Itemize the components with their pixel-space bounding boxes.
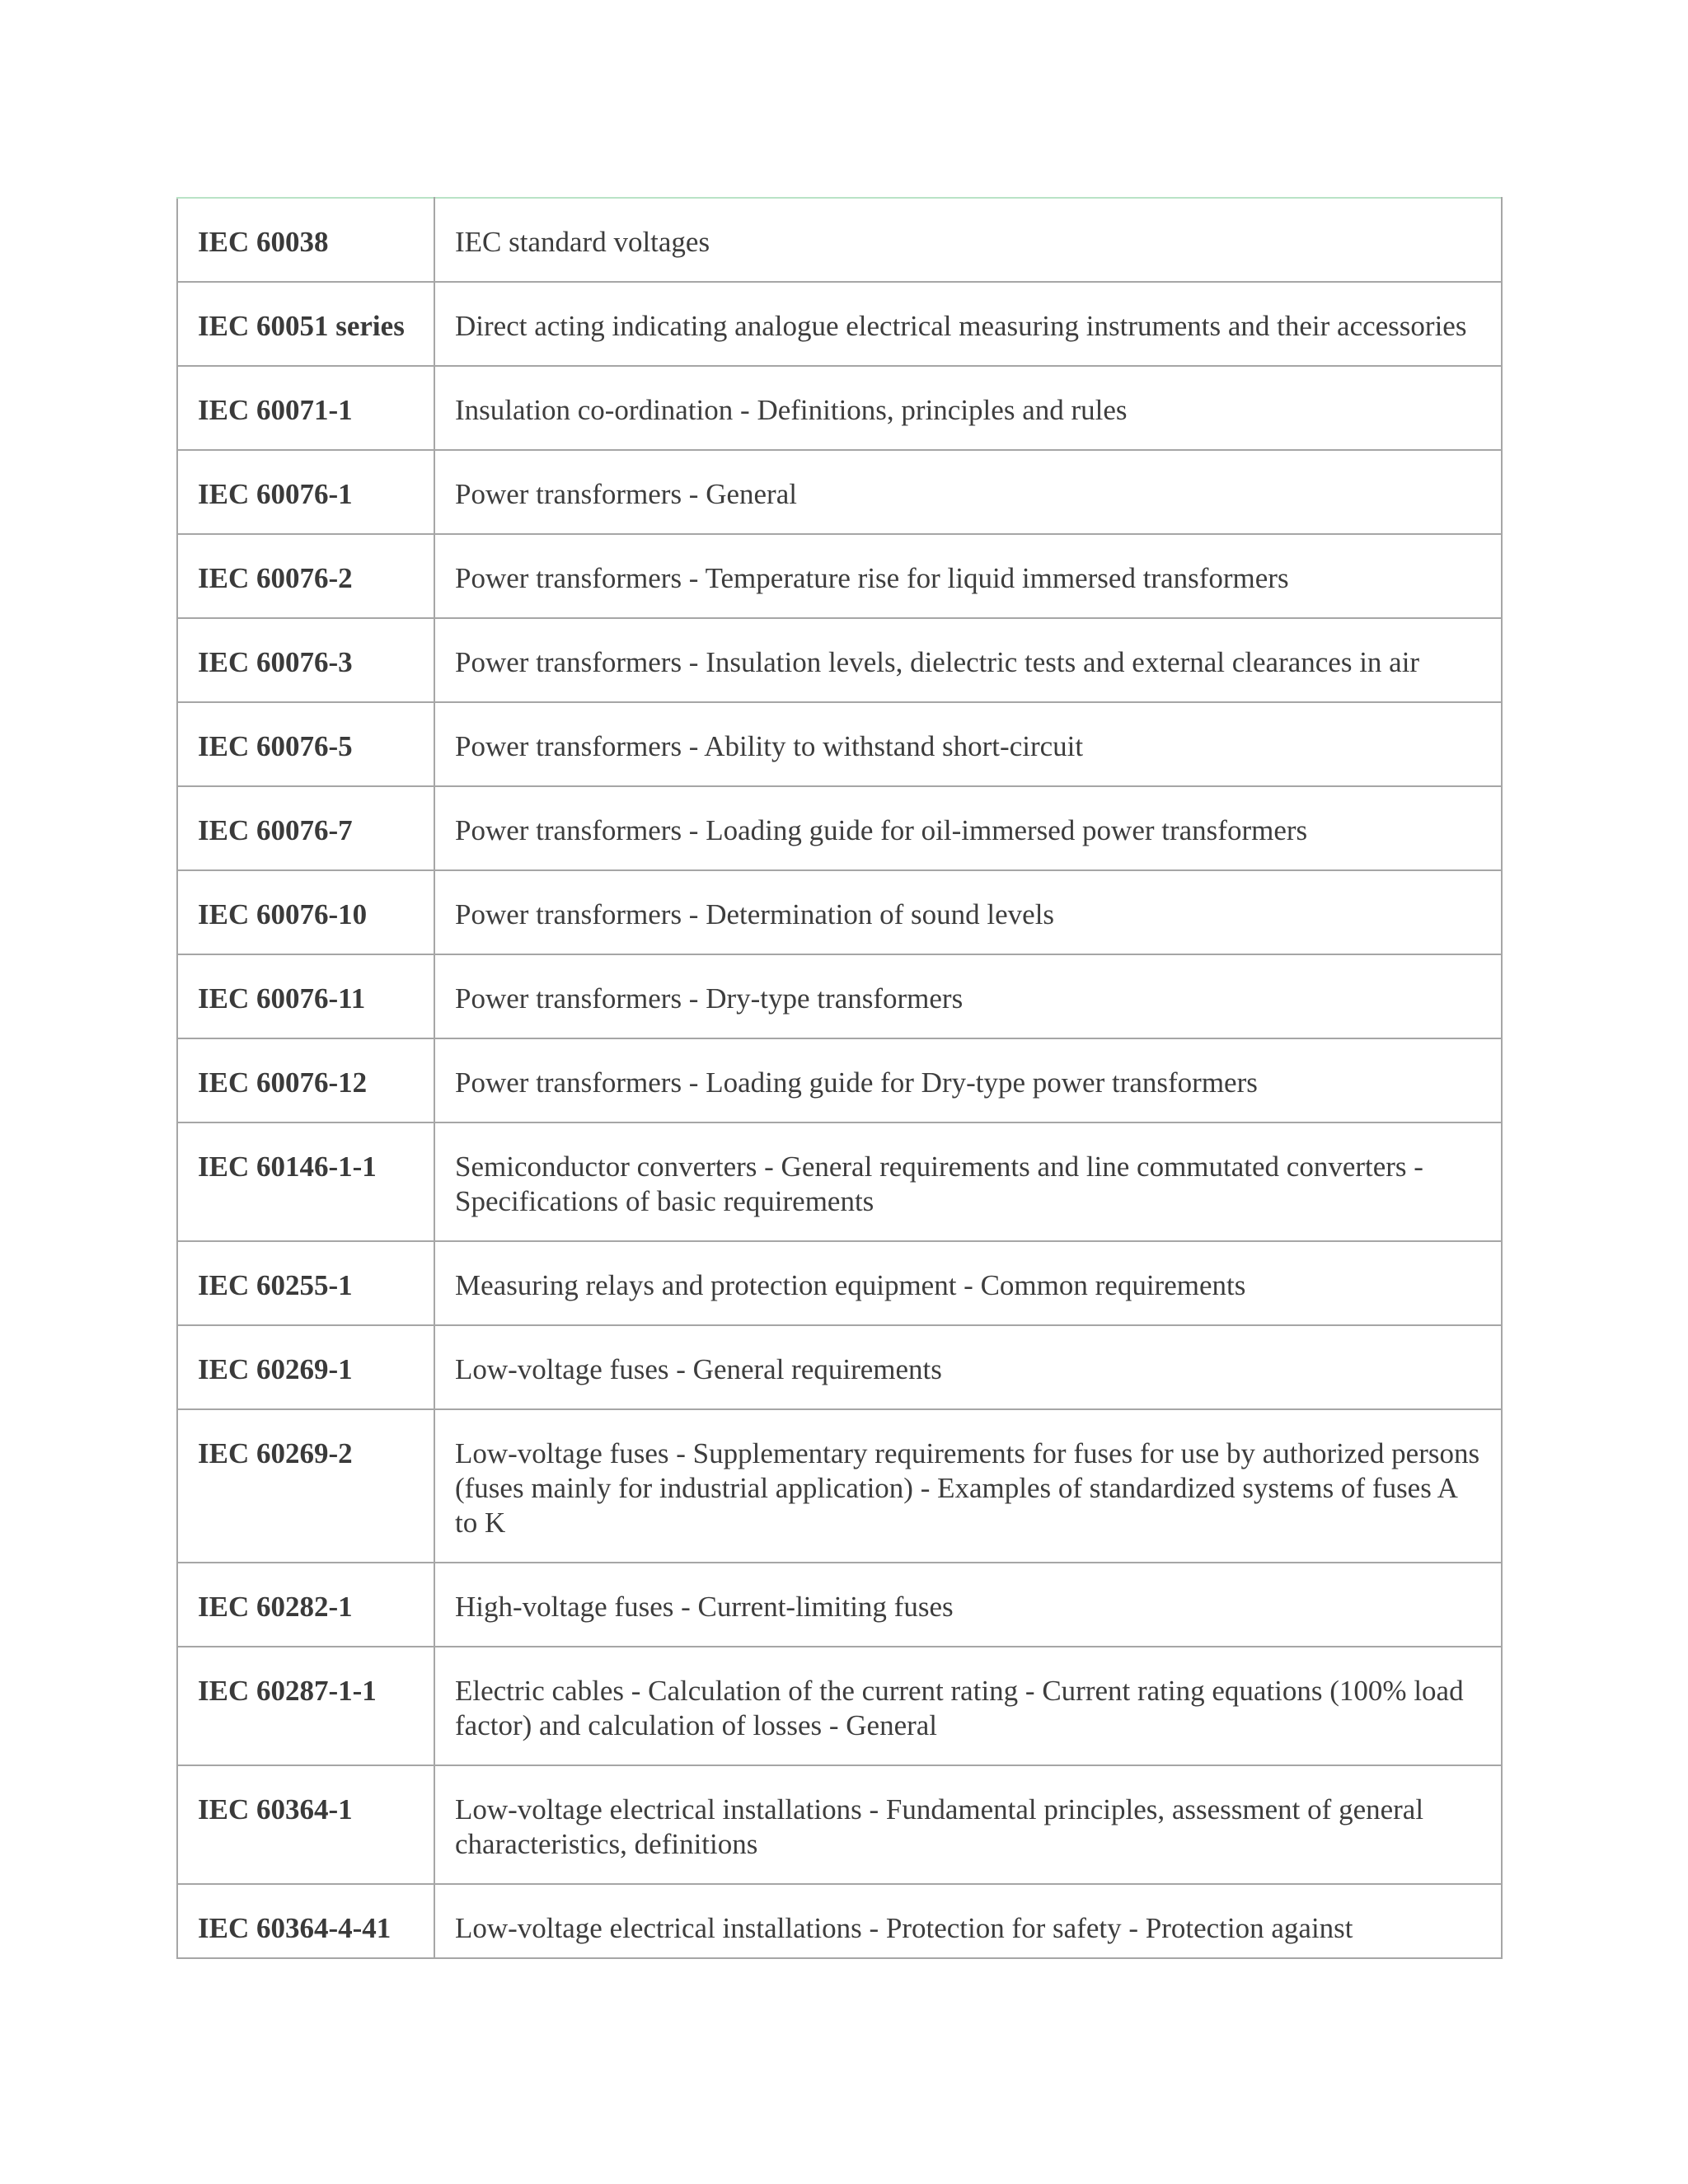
table-row: [177, 702, 1502, 786]
standard-code: IEC 60269-1: [177, 1325, 434, 1409]
table-row: [177, 366, 1502, 450]
standard-description: Low-voltage electrical installations - Fundamental principles, assessment of general characteristics, definitions: [434, 1765, 1502, 1884]
table-row: [177, 618, 1502, 702]
standard-code: IEC 60364-1: [177, 1765, 434, 1884]
standard-code: IEC 60364-4-41: [177, 1884, 434, 1958]
table-row: [177, 534, 1502, 618]
standard-description: Direct acting indicating analogue electrical measuring instruments and their accessories: [434, 282, 1502, 366]
standard-description: Power transformers - Insulation levels, dielectric tests and external clearances in air: [434, 618, 1502, 702]
standard-code: IEC 60076-10: [177, 870, 434, 954]
table-row: [177, 954, 1502, 1038]
standard-description: Power transformers - Loading guide for Dry-type power transformers: [434, 1038, 1502, 1122]
standard-code: IEC 60287-1-1: [177, 1647, 434, 1765]
standards-table: [176, 197, 1503, 1959]
standard-description: Power transformers - Loading guide for oil-immersed power transformers: [434, 786, 1502, 870]
standard-description: Electric cables - Calculation of the current rating - Current rating equations (100% load factor) and calculation of losses - General: [434, 1647, 1502, 1765]
standard-description: Power transformers - General: [434, 450, 1502, 534]
standard-description: Power transformers - Ability to withstand short-circuit: [434, 702, 1502, 786]
table-row: [177, 870, 1502, 954]
standard-description: IEC standard voltages: [434, 198, 1502, 282]
standard-code: IEC 60038: [177, 198, 434, 282]
table-row: [177, 1122, 1502, 1241]
table-row: [177, 1409, 1502, 1563]
standard-code: IEC 60076-11: [177, 954, 434, 1038]
table-row: [177, 1647, 1502, 1765]
standard-description: Low-voltage fuses - General requirements: [434, 1325, 1502, 1409]
standard-code: IEC 60051 series: [177, 282, 434, 366]
standard-code: IEC 60076-12: [177, 1038, 434, 1122]
standard-code: IEC 60076-3: [177, 618, 434, 702]
standard-code: IEC 60076-2: [177, 534, 434, 618]
standard-code: IEC 60076-5: [177, 702, 434, 786]
standard-code: IEC 60146-1-1: [177, 1122, 434, 1241]
standard-description: Low-voltage electrical installations - Protection for safety - Protection against: [434, 1884, 1502, 1958]
standard-description: Insulation co-ordination - Definitions, principles and rules: [434, 366, 1502, 450]
table-row: [177, 1563, 1502, 1647]
standard-description: Power transformers - Dry-type transformers: [434, 954, 1502, 1038]
table-row: [177, 198, 1502, 282]
standard-description: Power transformers - Determination of sound levels: [434, 870, 1502, 954]
standard-code: IEC 60071-1: [177, 366, 434, 450]
table-row: [177, 450, 1502, 534]
standard-description: Low-voltage fuses - Supplementary requirements for fuses for use by authorized persons (fuses mainly for industrial application) - Examples of standardized systems of fuses A to K: [434, 1409, 1502, 1563]
standard-description: Measuring relays and protection equipment - Common requirements: [434, 1241, 1502, 1325]
table-row: [177, 282, 1502, 366]
standard-description: Power transformers - Temperature rise for liquid immersed transformers: [434, 534, 1502, 618]
table-row: [177, 1241, 1502, 1325]
standard-description: Semiconductor converters - General requirements and line commutated converters - Specifications of basic requirements: [434, 1122, 1502, 1241]
table-row: [177, 1325, 1502, 1409]
table-row: [177, 1765, 1502, 1884]
standards-table-body: [177, 198, 1502, 1958]
standard-code: IEC 60076-1: [177, 450, 434, 534]
standard-code: IEC 60076-7: [177, 786, 434, 870]
table-row: [177, 1884, 1502, 1958]
standard-code: IEC 60282-1: [177, 1563, 434, 1647]
table-row: [177, 786, 1502, 870]
table-row: [177, 1038, 1502, 1122]
standard-description: High-voltage fuses - Current-limiting fuses: [434, 1563, 1502, 1647]
standard-code: IEC 60255-1: [177, 1241, 434, 1325]
standard-code: IEC 60269-2: [177, 1409, 434, 1563]
